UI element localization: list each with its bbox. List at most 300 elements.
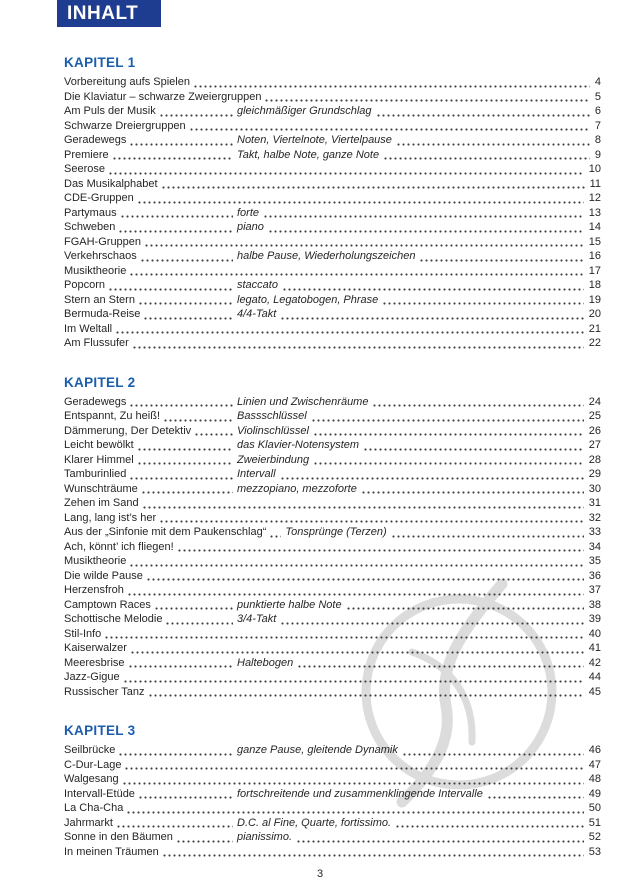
toc-entry (64, 322, 601, 337)
toc-entry (64, 133, 601, 148)
toc-entry (64, 496, 601, 511)
toc-entry (64, 598, 601, 613)
chapter-heading: KAPITEL 3 (64, 723, 136, 738)
toc-entry (64, 264, 601, 279)
entry-page-number: 15 (588, 235, 601, 248)
toc-entry (64, 801, 601, 816)
toc-entry (64, 758, 601, 773)
entry-lead-block (64, 206, 236, 221)
entry-title: Schweben (64, 221, 116, 233)
entry-lead-block (64, 496, 587, 511)
entry-title: Dämmerung, Der Detektiv (64, 424, 192, 437)
entry-lead-block (64, 278, 236, 293)
chapter-section (64, 55, 601, 351)
entry-page-number: 33 (588, 526, 601, 538)
entry-page-number: 11 (589, 177, 601, 190)
dot-leader (263, 214, 584, 218)
dot-leader (146, 577, 584, 581)
toc-entry (64, 482, 601, 497)
dot-leader (140, 258, 233, 262)
entry-page-number: 38 (588, 598, 601, 611)
entry-lead-block (64, 220, 236, 235)
dot-leader (402, 752, 584, 756)
entry-page-number: 46 (588, 744, 601, 756)
entry-title: Premiere (64, 148, 109, 161)
entry-lead-block (64, 830, 236, 845)
toc-entry (64, 278, 601, 293)
entry-subtitle: gleichmäßiger Grundschlag (237, 105, 372, 117)
entry-page-number: 14 (588, 221, 601, 233)
entry-lead-block (64, 424, 236, 439)
toc-entry (64, 307, 601, 322)
entry-subtitle: legato, Legatobogen, Phrase (237, 293, 379, 306)
dot-leader (391, 534, 584, 538)
toc-entry (64, 191, 601, 206)
entry-subtitle: 4/4-Takt (237, 308, 277, 320)
toc-entry (64, 293, 601, 308)
entry-page-number: 13 (588, 206, 601, 219)
toc-entry (64, 670, 601, 685)
entry-page-number: 29 (588, 468, 601, 480)
dot-leader (143, 316, 233, 320)
dot-leader (129, 272, 583, 276)
entry-subtitle: Intervall (237, 468, 276, 480)
entry-title: Leicht bewölkt (64, 439, 134, 451)
dot-leader (128, 664, 233, 668)
dot-leader (372, 403, 583, 407)
page-title: INHALT (67, 2, 139, 24)
dot-leader (104, 635, 583, 639)
toc-entry (64, 336, 601, 351)
toc-entry (64, 656, 601, 671)
entry-lead-block (64, 336, 587, 351)
entry-lead-block (64, 845, 587, 860)
toc-entry (64, 787, 601, 802)
dot-leader (280, 476, 584, 480)
entry-page-number: 42 (588, 656, 601, 669)
entry-page-number: 44 (588, 671, 601, 683)
entry-page-number: 10 (588, 163, 601, 175)
entry-title: Seilbrücke (64, 744, 116, 756)
dot-leader (138, 795, 233, 799)
toc-entry (64, 453, 601, 468)
toc-entry (64, 743, 601, 758)
entry-page-number: 24 (588, 395, 601, 408)
entry-title: Sonne in den Bäumen (64, 831, 173, 843)
entry-page-number: 40 (588, 627, 601, 640)
entry-page-number: 25 (588, 410, 601, 422)
entry-title: Seerose (64, 163, 105, 175)
dot-leader (282, 287, 584, 291)
toc-entry (64, 104, 601, 119)
dot-leader (176, 839, 233, 843)
entry-page-number: 27 (588, 439, 601, 451)
chapter-entries (64, 395, 601, 700)
entry-title: Entspannt, Zu heiß! (64, 410, 160, 422)
dot-leader (269, 534, 281, 538)
toc-entry (64, 685, 601, 700)
dot-leader (311, 418, 584, 422)
chapter-section (64, 375, 601, 700)
entry-lead-block (64, 249, 236, 264)
entry-page-number: 32 (588, 511, 601, 524)
dot-leader (129, 563, 583, 567)
toc-entry (64, 206, 601, 221)
dot-leader (154, 606, 233, 610)
entry-subtitle: Violinschlüssel (237, 424, 309, 437)
dot-leader (148, 693, 584, 697)
dot-leader (123, 679, 584, 683)
dot-leader (193, 84, 590, 88)
dot-leader (144, 243, 584, 247)
dot-leader (122, 781, 584, 785)
entry-title: Herzensfroh (64, 584, 124, 596)
entry-subtitle: Noten, Viertelnote, Viertelpause (237, 134, 392, 146)
entry-subtitle: ganze Pause, gleitende Dynamik (237, 744, 398, 756)
dot-leader (194, 432, 233, 436)
dot-leader (419, 258, 583, 262)
dot-leader (126, 810, 583, 814)
toc-entry (64, 438, 601, 453)
entry-title: Musiktheorie (64, 555, 127, 567)
entry-page-number: 7 (594, 119, 601, 132)
entry-lead-block (64, 641, 587, 656)
dot-leader (382, 301, 583, 305)
toc-entry (64, 162, 601, 177)
entry-subtitle: piano (237, 221, 264, 233)
entry-title: Das Musikalphabet (64, 177, 158, 190)
dot-leader (137, 200, 584, 204)
page-header (57, 0, 161, 27)
entry-subtitle: Linien und Zwischenräume (237, 395, 369, 408)
entry-page-number: 17 (588, 264, 601, 277)
entry-lead-block (64, 395, 236, 410)
entry-page-number: 20 (588, 308, 601, 320)
entry-title: Musiktheorie (64, 264, 127, 277)
entry-lead-block (64, 191, 587, 206)
entry-lead-block (64, 293, 236, 308)
entry-title: Popcorn (64, 279, 105, 291)
entry-lead-block (64, 525, 284, 540)
dot-leader (159, 519, 584, 523)
dot-leader (118, 752, 233, 756)
entry-title: Die wilde Pause (64, 569, 143, 582)
entry-subtitle: D.C. al Fine, Quarte, fortissimo. (237, 816, 392, 829)
entry-page-number: 53 (588, 845, 601, 858)
entry-subtitle: Takt, halbe Note, ganze Note (237, 148, 380, 161)
dot-leader (115, 330, 584, 334)
entry-title: FGAH-Gruppen (64, 235, 142, 248)
entry-lead-block (64, 264, 587, 279)
entry-page-number: 5 (594, 90, 601, 103)
entry-lead-block (64, 569, 587, 584)
dot-leader (487, 795, 584, 799)
entry-page-number: 41 (588, 642, 601, 654)
dot-leader (112, 156, 233, 160)
entry-lead-block (64, 801, 587, 816)
toc-entry (64, 220, 601, 235)
entry-title: Intervall-Etüde (64, 787, 135, 800)
toc-entry (64, 772, 601, 787)
dot-leader (346, 606, 584, 610)
toc-entry (64, 467, 601, 482)
entry-page-number: 35 (588, 555, 601, 567)
dot-leader (395, 824, 584, 828)
entry-title: Wunschträume (64, 482, 138, 495)
dot-leader (137, 461, 233, 465)
entry-title: Stil-Info (64, 627, 102, 640)
entry-lead-block (64, 162, 587, 177)
entry-page-number: 4 (594, 76, 601, 88)
entry-lead-block (64, 133, 236, 148)
entry-lead-block (64, 743, 236, 758)
entry-lead-block (64, 482, 236, 497)
dot-leader (130, 650, 584, 654)
entry-page-number: 9 (594, 148, 601, 161)
entry-title: In meinen Träumen (64, 845, 159, 858)
dot-leader (313, 461, 584, 465)
entry-title: Vorbereitung aufs Spielen (64, 76, 190, 88)
entry-lead-block (64, 772, 587, 787)
entry-lead-block (64, 816, 236, 831)
dot-leader (108, 171, 584, 175)
entry-subtitle: punktierte halbe Note (237, 598, 342, 611)
entry-lead-block (64, 583, 587, 598)
entry-lead-block (64, 235, 587, 250)
entry-subtitle: das Klavier-Notensystem (237, 439, 360, 451)
entry-lead-block (64, 598, 236, 613)
dot-leader (142, 505, 584, 509)
entry-page-number: 30 (588, 482, 601, 495)
chapter-heading: KAPITEL 1 (64, 55, 136, 70)
toc-entry (64, 235, 601, 250)
entry-page-number: 50 (588, 802, 601, 814)
entry-lead-block (64, 656, 236, 671)
entry-page-number: 49 (588, 787, 601, 800)
dot-leader (363, 447, 584, 451)
dot-leader (129, 403, 233, 407)
toc-entry (64, 424, 601, 439)
dot-leader (313, 432, 584, 436)
entry-title: Zehen im Sand (64, 497, 139, 509)
entry-subtitle: mezzopiano, mezzoforte (237, 482, 357, 495)
dot-leader (127, 592, 584, 596)
entry-page-number: 45 (588, 685, 601, 698)
chapter-section (64, 723, 601, 859)
entry-lead-block (64, 438, 236, 453)
toc-entry (64, 395, 601, 410)
entry-lead-block (64, 627, 587, 642)
entry-page-number: 39 (588, 613, 601, 625)
entry-lead-block (64, 453, 236, 468)
entry-title: Am Puls der Musik (64, 105, 156, 117)
dot-leader (297, 664, 583, 668)
entry-page-number: 22 (588, 337, 601, 349)
entry-lead-block (64, 148, 236, 163)
dot-leader (280, 621, 583, 625)
toc-entry (64, 119, 601, 134)
dot-leader (163, 418, 233, 422)
dot-leader (161, 185, 585, 189)
dot-leader (396, 142, 590, 146)
entry-page-number: 28 (588, 453, 601, 466)
entry-lead-block (64, 511, 587, 526)
entry-page-number: 19 (588, 293, 601, 306)
entry-lead-block (64, 177, 588, 192)
entry-title: Geradewegs (64, 395, 127, 408)
entry-title: Partymaus (64, 206, 117, 219)
entry-subtitle: forte (237, 206, 260, 219)
entry-title: Jazz-Gigue (64, 671, 120, 683)
toc-entry (64, 845, 601, 860)
entry-title: Klarer Himmel (64, 453, 134, 466)
toc-entry (64, 627, 601, 642)
entry-subtitle: Tonsprünge (Terzen) (285, 526, 387, 538)
dot-leader (361, 490, 584, 494)
chapter-entries (64, 743, 601, 859)
chapter-heading: KAPITEL 2 (64, 374, 136, 390)
entry-lead-block (64, 104, 236, 119)
entry-title: La Cha-Cha (64, 802, 124, 814)
dot-leader (138, 301, 233, 305)
entry-page-number: 16 (588, 250, 601, 262)
entry-subtitle: halbe Pause, Wiederholungszeichen (237, 250, 416, 262)
entry-lead-block (64, 554, 587, 569)
toc-entry (64, 830, 601, 845)
entry-page-number: 51 (588, 816, 601, 829)
dot-leader (165, 621, 233, 625)
entry-lead-block (64, 467, 236, 482)
entry-subtitle: Haltebogen (237, 656, 294, 669)
entry-subtitle: 3/4-Takt (237, 613, 277, 625)
entry-title: Im Weltall (64, 322, 113, 335)
entry-title: Russischer Tanz (64, 685, 145, 698)
entry-title: Kaiserwalzer (64, 642, 127, 654)
entry-page-number: 12 (588, 192, 601, 204)
entry-page-number: 31 (588, 497, 601, 509)
entry-title: Jahrmarkt (64, 816, 113, 829)
entry-title: CDE-Gruppen (64, 192, 134, 204)
entry-subtitle: fortschreitende und zusammenklingende Intervalle (237, 787, 483, 800)
dot-leader (120, 214, 233, 218)
chapter-entries (64, 75, 601, 351)
toc-entry (64, 75, 601, 90)
entry-page-number: 21 (588, 322, 601, 335)
dot-leader (118, 229, 233, 233)
dot-leader (162, 853, 584, 857)
dot-leader (116, 824, 233, 828)
dot-leader (124, 766, 583, 770)
entry-title: Lang, lang ist’s her (64, 511, 157, 524)
dot-leader (177, 548, 584, 552)
toc-entry (64, 511, 601, 526)
dot-leader (376, 113, 590, 117)
entry-title: Camptown Races (64, 598, 151, 611)
entry-lead-block (64, 758, 587, 773)
entry-lead-block (64, 409, 236, 424)
entry-title: C-Dur-Lage (64, 758, 122, 771)
toc-entry (64, 409, 601, 424)
entry-lead-block (64, 670, 587, 685)
dot-leader (264, 98, 589, 102)
dot-leader (141, 490, 233, 494)
dot-leader (189, 127, 590, 131)
toc-entry (64, 148, 601, 163)
entry-lead-block (64, 787, 236, 802)
toc-entry (64, 540, 601, 555)
entry-page-number: 36 (588, 569, 601, 582)
dot-leader (129, 476, 233, 480)
entry-subtitle: pianissimo. (237, 831, 293, 843)
page-number: 3 (316, 868, 324, 880)
entry-page-number: 26 (588, 424, 601, 437)
entry-title: Tamburinlied (64, 468, 127, 480)
entry-lead-block (64, 322, 587, 337)
toc-entry (64, 583, 601, 598)
dot-leader (268, 229, 584, 233)
dot-leader (132, 345, 584, 349)
entry-lead-block (64, 119, 593, 134)
toc-entry (64, 249, 601, 264)
entry-lead-block (64, 307, 236, 322)
toc-entry (64, 525, 601, 540)
entry-title: Aus der „Sinfonie mit dem Paukenschlag“ (64, 526, 267, 538)
entry-title: Bermuda-Reise (64, 308, 141, 320)
toc-entry (64, 816, 601, 831)
toc-entry (64, 177, 601, 192)
entry-title: Meeresbrise (64, 656, 125, 669)
entry-page-number: 37 (588, 584, 601, 596)
toc-entry (64, 612, 601, 627)
entry-page-number: 47 (588, 758, 601, 771)
entry-lead-block (64, 612, 236, 627)
entry-lead-block (64, 75, 593, 90)
entry-page-number: 52 (588, 831, 601, 843)
entry-subtitle: Zweierbindung (237, 453, 310, 466)
entry-title: Schottische Melodie (64, 613, 163, 625)
entry-lead-block (64, 90, 593, 105)
entry-lead-block (64, 685, 587, 700)
entry-page-number: 48 (588, 773, 601, 785)
toc-entry (64, 90, 601, 105)
entry-title: Geradewegs (64, 134, 127, 146)
toc-entry (64, 554, 601, 569)
entry-title: Verkehrschaos (64, 250, 137, 262)
dot-leader (383, 156, 590, 160)
entry-page-number: 6 (594, 105, 601, 117)
dot-leader (159, 113, 233, 117)
entry-subtitle: staccato (237, 279, 278, 291)
entry-page-number: 8 (594, 134, 601, 146)
entry-page-number: 18 (588, 279, 601, 291)
dot-leader (108, 287, 233, 291)
dot-leader (280, 316, 583, 320)
dot-leader (296, 839, 584, 843)
entry-title: Walgesang (64, 773, 119, 785)
toc-entry (64, 569, 601, 584)
dot-leader (129, 142, 233, 146)
entry-title: Schwarze Dreiergruppen (64, 119, 186, 132)
entry-title: Ach, könnt’ ich fliegen! (64, 540, 174, 553)
entry-title: Am Flussufer (64, 337, 129, 349)
toc-entry (64, 641, 601, 656)
entry-subtitle: Bassschlüssel (237, 410, 307, 422)
dot-leader (137, 447, 233, 451)
entry-page-number: 34 (588, 540, 601, 553)
entry-lead-block (64, 540, 587, 555)
entry-title: Stern an Stern (64, 293, 135, 306)
entry-title: Die Klaviatur – schwarze Zweiergruppen (64, 90, 262, 103)
